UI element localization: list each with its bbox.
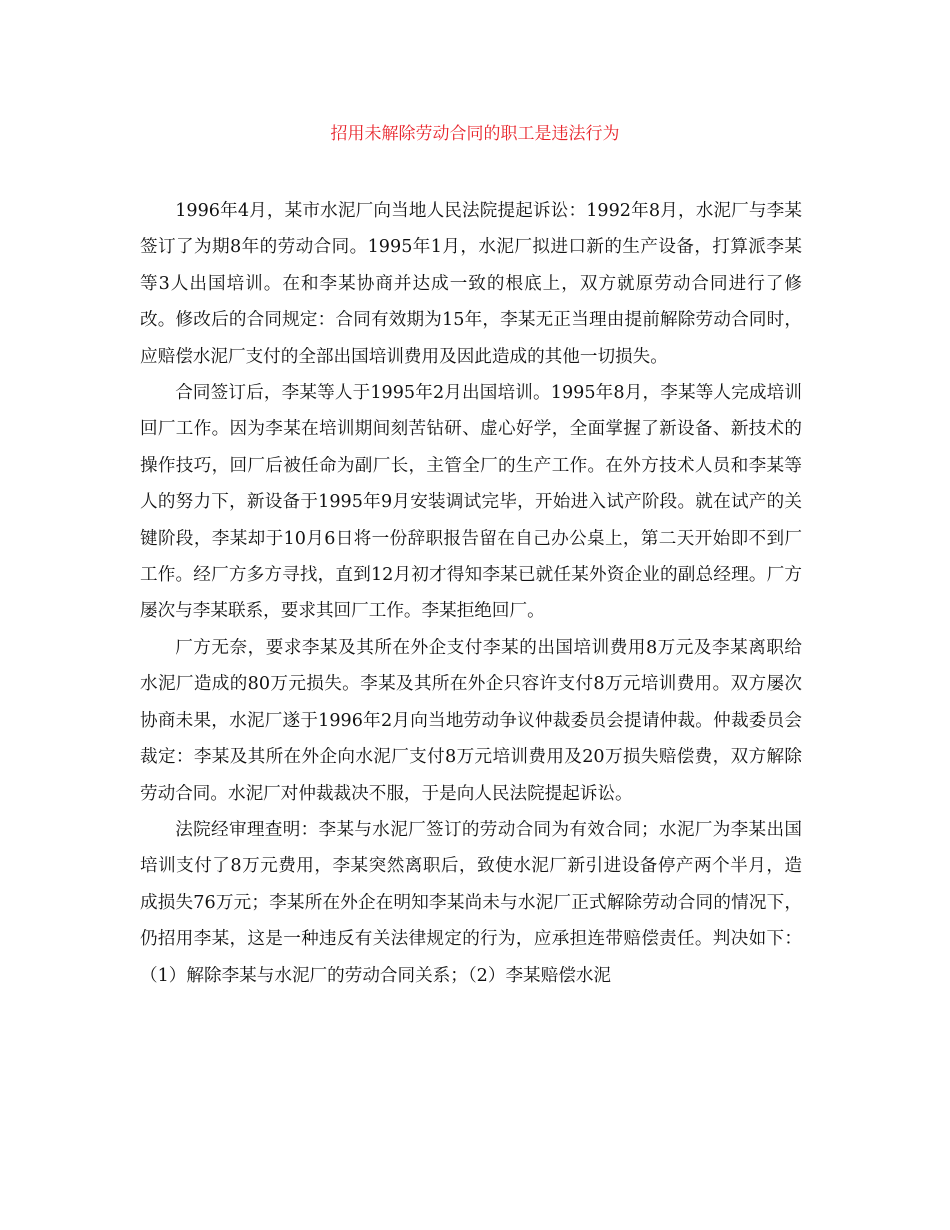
paragraph-4: 法院经审理查明：李某与水泥厂签订的劳动合同为有效合同；水泥厂为李某出国培训支付了8万元费用，李某突然离职后，致使水泥厂新引进设备停产两个半月，造成损失76万元；李某所在外企在明知李某尚未与水泥厂正式解除劳动合同的情况下，仍招用李某，这是一种违反有关法律规定的行为，应承担连带赔偿责任。判决如下：（1）解除李某与水泥厂的劳动合同关系；（2）李某赔偿水泥: [140, 819, 802, 986]
document-body: [140, 193, 802, 994]
paragraph-3: 厂方无奈，要求李某及其所在外企支付李某的出国培训费用8万元及李某离职给水泥厂造成的80万元损失。李某及其所在外企只容许支付8万元培训费用。双方屡次协商未果，水泥厂遂于1996年2月向当地劳动争议仲裁委员会提请仲裁。仲裁委员会裁定：李某及其所在外企向水泥厂支付8万元培训费用及20万损失赔偿费，双方解除劳动合同。水泥厂对仲裁裁决不服，于是向人民法院提起诉讼。: [140, 637, 802, 804]
paragraph-1: 1996年4月，某市水泥厂向当地人民法院提起诉讼：1992年8月，水泥厂与李某签订了为期8年的劳动合同。1995年1月，水泥厂拟进口新的生产设备，打算派李某等3人出国培训。在和李某协商并达成一致的根底上，双方就原劳动合同进行了修改。修改后的合同规定：合同有效期为15年，李某无正当理由提前解除劳动合同时，应赔偿水泥厂支付的全部出国培训费用及因此造成的其他一切损失。: [140, 201, 802, 367]
paragraph-2: 合同签订后，李某等人于1995年2月出国培训。1995年8月，李某等人完成培训回厂工作。因为李某在培训期间刻苦钻研、虚心好学，全面掌握了新设备、新技术的操作技巧，回厂后被任命为副厂长，主管全厂的生产工作。在外方技术人员和李某等人的努力下，新设备于1995年9月安装调试完毕，开始进入试产阶段。就在试产的关键阶段，李某却于10月6日将一份辞职报告留在自己办公桌上，第二天开始即不到厂工作。经厂方多方寻找，直到12月初才得知李某已就任某外资企业的副总经理。厂方屡次与李某联系，要求其回厂工作。李某拒绝回厂。: [140, 383, 802, 622]
document-title: 招用未解除劳动合同的职工是违法行为: [330, 124, 620, 144]
